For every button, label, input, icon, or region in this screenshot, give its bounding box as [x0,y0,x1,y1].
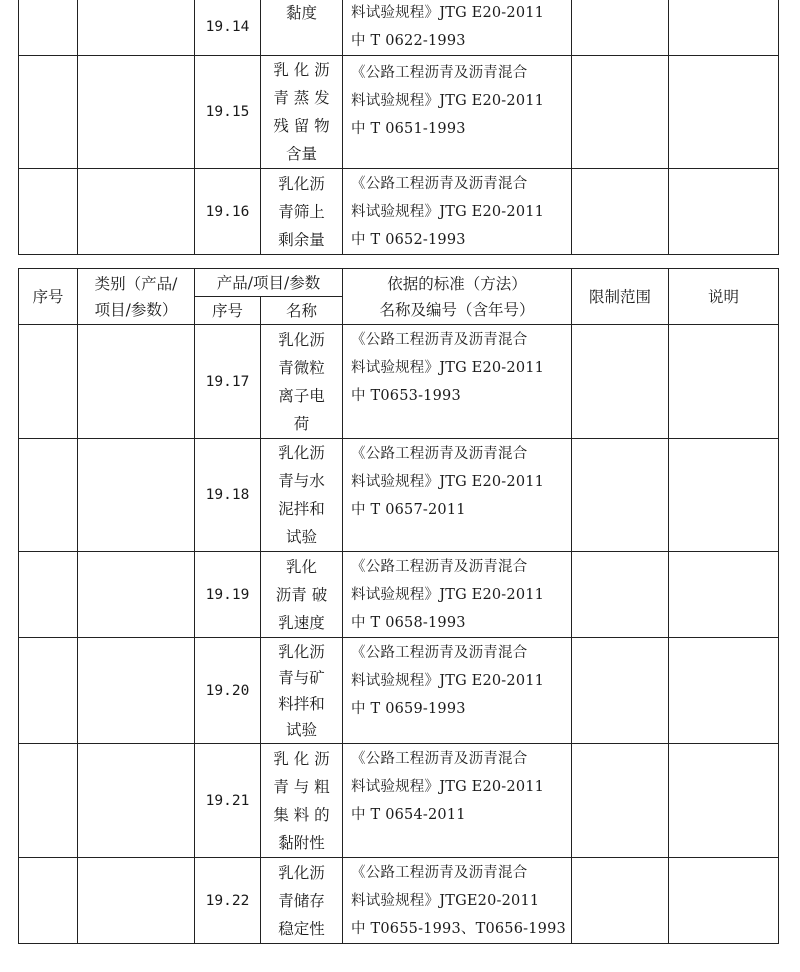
row-number: 19.18 [195,439,261,552]
table-row [19,552,779,638]
row-number: 19.17 [195,325,261,439]
standard-text: 《公路工程沥青及沥青混合 料试验规程》JTG E20-2011 中 T 0652-1993 [343,169,572,255]
item-name: 乳化沥 青储存 稳定性 [261,858,343,944]
header-standard: 依据的标准（方法） 名称及编号（含年号） [343,269,572,325]
standard-text: 《公路工程沥青及沥青混合 料试验规程》JTG E20-2011 中 T 0659-1993 [343,638,572,744]
table-row [19,169,779,255]
item-name: 乳化沥 青与矿 料拌和 试验 [261,638,343,744]
header-seq: 序号 [19,269,78,325]
header-sub-seq: 序号 [195,297,261,325]
standard-text: 料试验规程》JTG E20-2011 中 T 0622-1993 [343,0,572,56]
table-row [19,325,779,439]
row-number: 19.19 [195,552,261,638]
table-row [19,439,779,552]
standard-text: 《公路工程沥青及沥青混合 料试验规程》JTG E20-2011 中 T 0658-1993 [343,552,572,638]
table-row [19,0,779,56]
row-number: 19.22 [195,858,261,944]
table-row [19,744,779,858]
header-row [19,269,779,297]
item-name: 乳 化 沥 青 与 粗 集 料 的 黏附性 [261,744,343,858]
standard-text: 《公路工程沥青及沥青混合 料试验规程》JTG E20-2011 中 T 0654-2011 [343,744,572,858]
row-number: 19.15 [195,56,261,169]
header-sub-name: 名称 [261,297,343,325]
table-row [19,858,779,944]
item-name: 乳化 沥青 破 乳速度 [261,552,343,638]
item-name: 黏度 [261,0,343,56]
table-row [19,56,779,169]
item-name: 乳化沥 青微粒 离子电 荷 [261,325,343,439]
standard-text: 《公路工程沥青及沥青混合 料试验规程》JTG E20-2011 中 T 0657-2011 [343,439,572,552]
row-number: 19.14 [195,0,261,56]
header-product: 产品/项目/参数 [195,269,343,297]
header-limit: 限制范围 [572,269,669,325]
row-number: 19.16 [195,169,261,255]
header-note: 说明 [669,269,779,325]
standard-text: 《公路工程沥青及沥青混合 料试验规程》JTG E20-2011 中 T 0651-1993 [343,56,572,169]
table-row [19,638,779,744]
item-name: 乳化沥 青与水 泥拌和 试验 [261,439,343,552]
item-name: 乳 化 沥 青 蒸 发 残 留 物 含量 [261,56,343,169]
item-name: 乳化沥 青筛上 剩余量 [261,169,343,255]
row-number: 19.21 [195,744,261,858]
standard-text: 《公路工程沥青及沥青混合 料试验规程》JTG E20-2011 中 T0653-1993 [343,325,572,439]
table-main [18,268,779,944]
row-number: 19.20 [195,638,261,744]
table-continued [18,0,779,255]
standard-text: 《公路工程沥青及沥青混合 料试验规程》JTGE20-2011 中 T0655-1993、T0656-1993 [343,858,572,944]
header-category: 类别（产品/ 项目/参数） [78,269,195,325]
